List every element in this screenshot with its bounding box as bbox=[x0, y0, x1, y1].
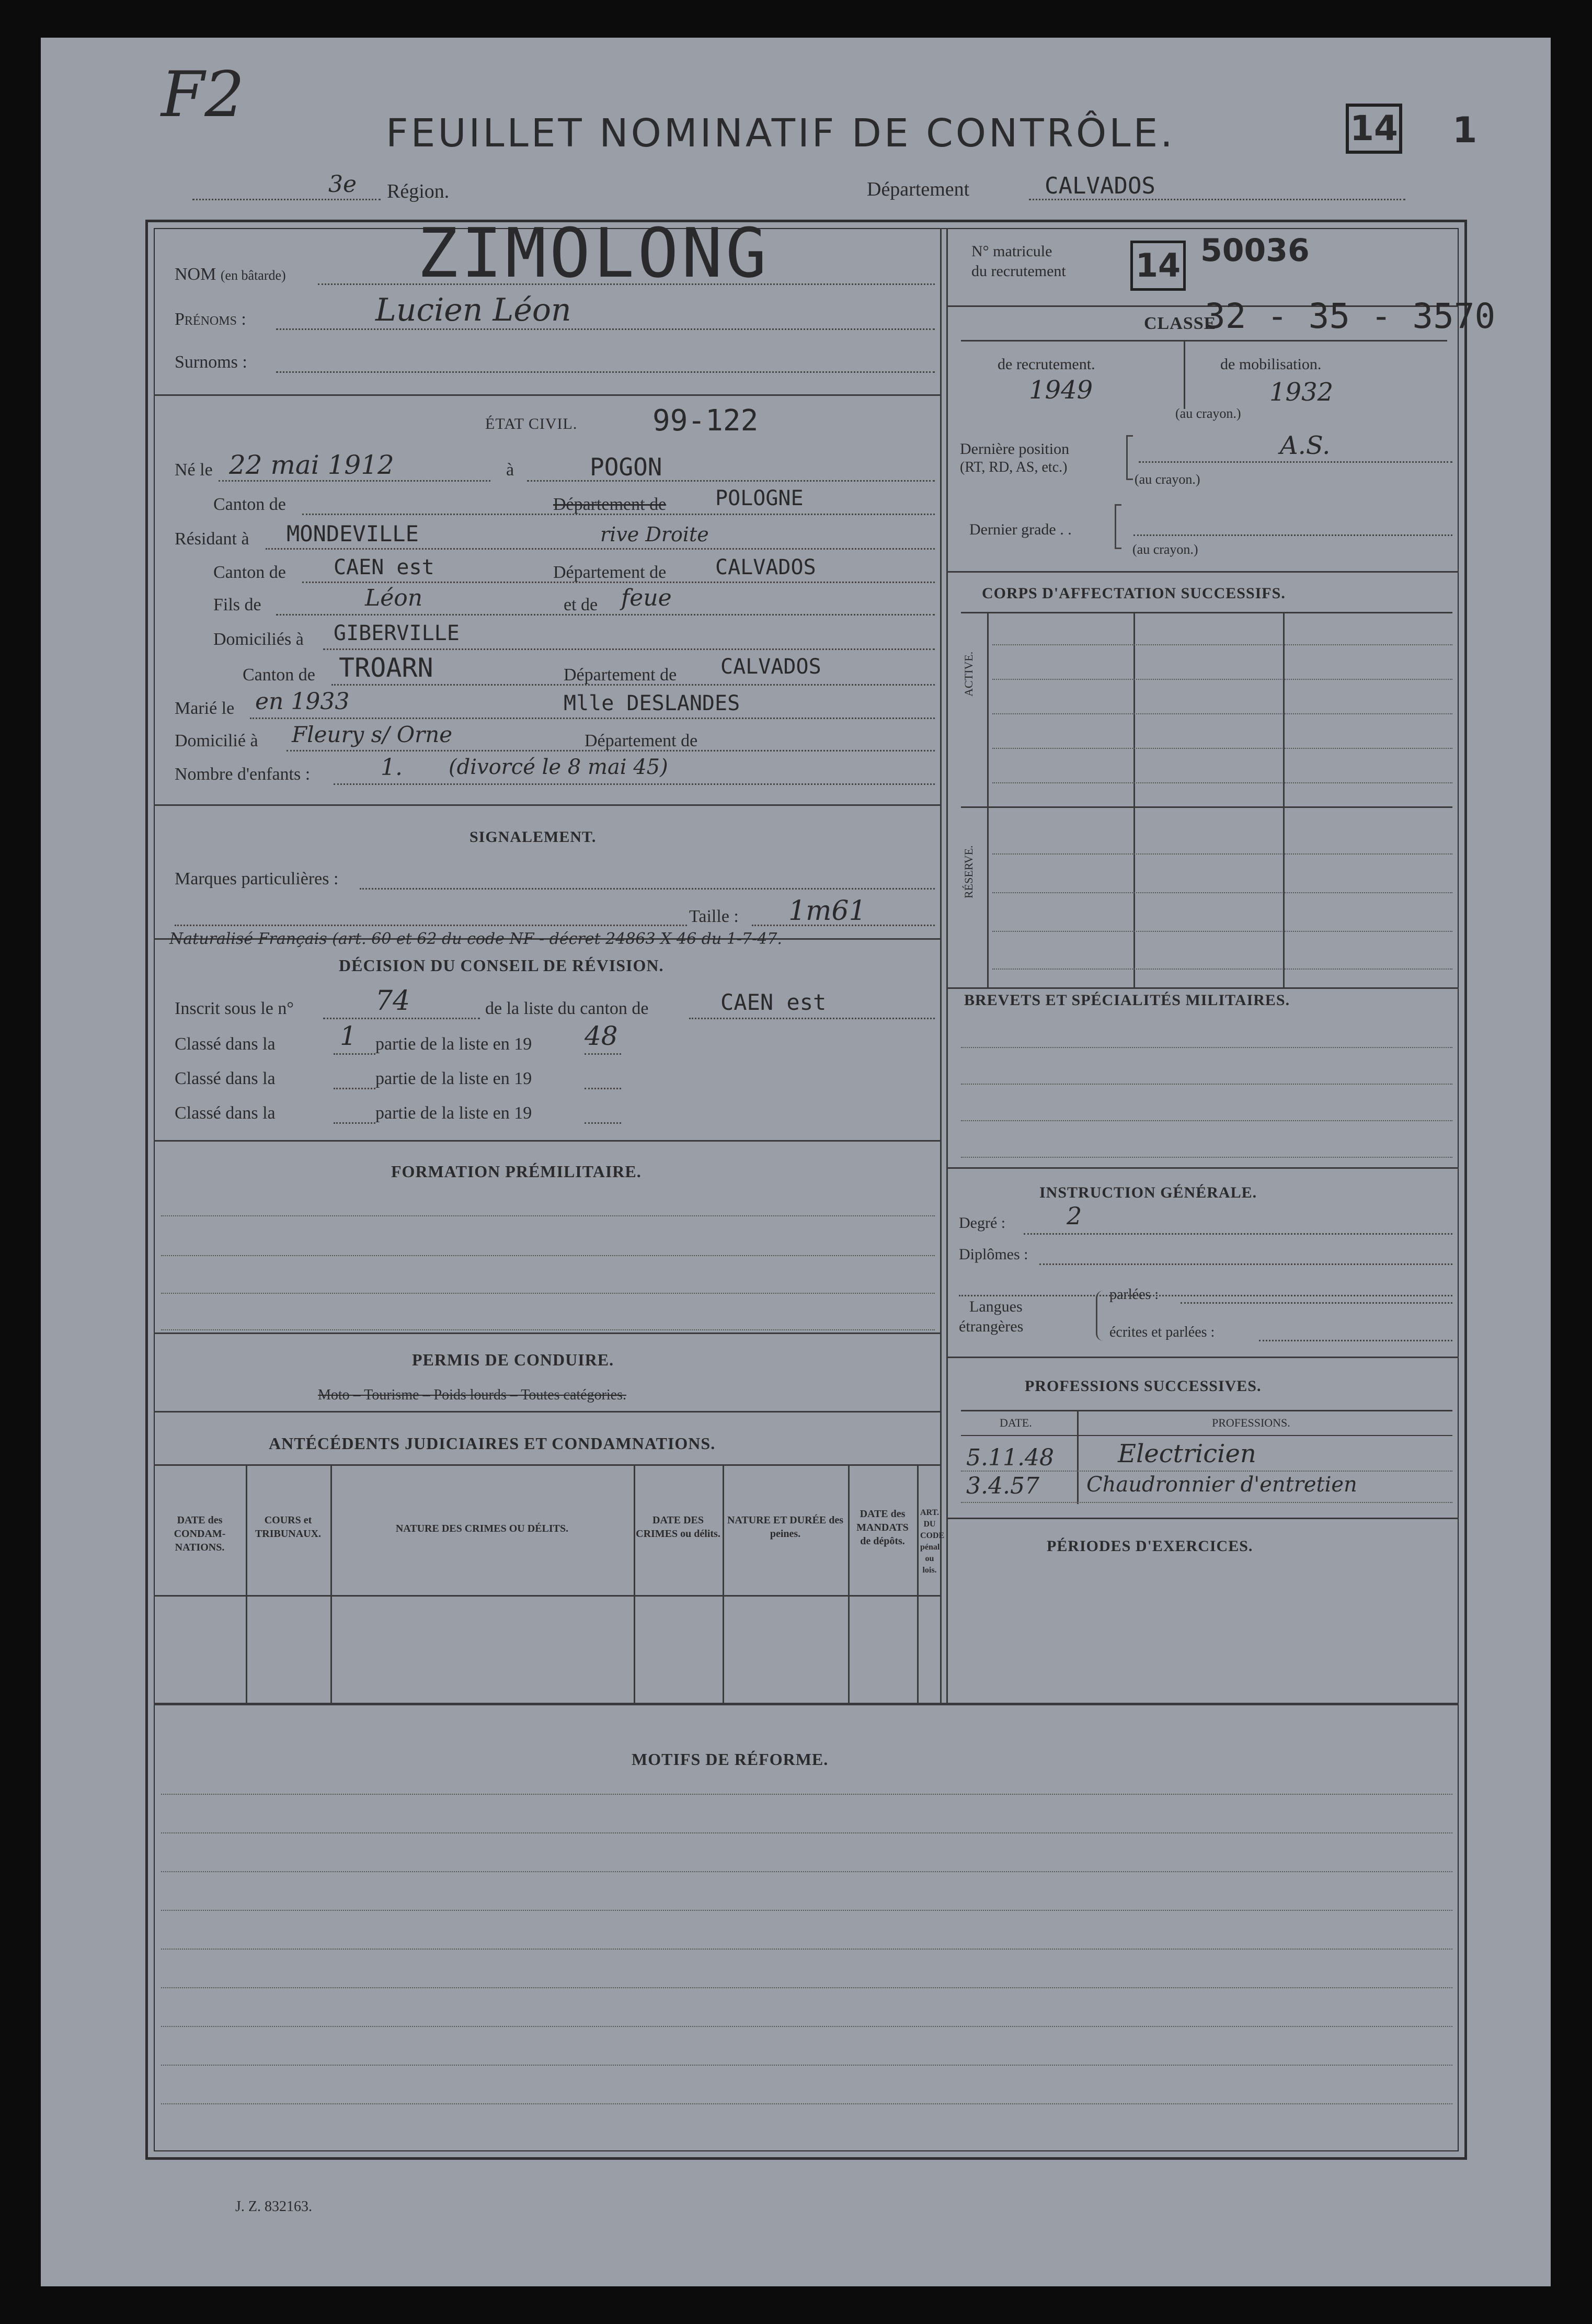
marie-avec: Mlle DESLANDES bbox=[564, 691, 740, 715]
ne-le-label: Né le bbox=[175, 460, 213, 480]
box-number-frame bbox=[1346, 104, 1402, 154]
taille-value: 1m61 bbox=[788, 895, 866, 927]
reserve-label: RÉSERVE. bbox=[962, 845, 975, 898]
classe1-year: 48 bbox=[585, 1021, 618, 1051]
professions-col: PROFESSIONS. bbox=[1212, 1416, 1290, 1429]
enfants-value: 1. bbox=[381, 754, 403, 781]
degre-value: 2 bbox=[1067, 1202, 1082, 1230]
formation-heading: FORMATION PRÉMILITAIRE. bbox=[391, 1162, 642, 1181]
brevets-heading: BREVETS ET SPÉCIALITÉS MILITAIRES. bbox=[964, 992, 1290, 1009]
form-title: FEUILLET NOMINATIF DE CONTRÔLE. bbox=[386, 111, 1175, 156]
pays-value: POLOGNE bbox=[715, 486, 804, 510]
region-label: Région. bbox=[387, 180, 450, 202]
ne-le-value: 22 mai 1912 bbox=[229, 450, 394, 480]
antecedents-col-4: DATE DES CRIMES ou délits. bbox=[636, 1514, 720, 1540]
box-number: 14 bbox=[1350, 108, 1398, 149]
marie-label: Marié le bbox=[175, 699, 235, 718]
region-value: 3e bbox=[328, 171, 357, 198]
matricule-box: 14 bbox=[1135, 246, 1181, 284]
a-value: POGON bbox=[590, 453, 662, 481]
classe1-partie: 1 bbox=[340, 1021, 357, 1051]
corner-note: F2 bbox=[161, 59, 245, 131]
ecrites-label: écrites et parlées : bbox=[1109, 1324, 1215, 1340]
classe1-label: Classé dans la bbox=[175, 1034, 276, 1054]
domicilie-label: Domicilié à bbox=[175, 731, 258, 750]
degre-label: Degré : bbox=[959, 1214, 1006, 1232]
departement-label: Département bbox=[867, 178, 970, 200]
marie-value: en 1933 bbox=[255, 688, 350, 715]
matricule-box-frame bbox=[1130, 241, 1186, 291]
nom-label: NOM (en bâtarde) bbox=[175, 265, 286, 284]
decision-heading: DÉCISION DU CONSEIL DE RÉVISION. bbox=[339, 956, 664, 975]
dept2-label: Département de bbox=[553, 563, 667, 582]
resident-label: Résidant à bbox=[175, 529, 249, 549]
antecedents-col-3: NATURE DES CRIMES OU DÉLITS. bbox=[395, 1523, 569, 1534]
liste-label: de la liste du canton de bbox=[485, 999, 649, 1018]
recrutement-label: de recrutement. bbox=[998, 356, 1095, 373]
matricule-label-1: N° matricule bbox=[971, 243, 1052, 260]
dernier-grade-label: Dernier grade . . bbox=[969, 521, 1072, 538]
dept3-value: CALVADOS bbox=[720, 655, 821, 679]
permis-heading: PERMIS DE CONDUIRE. bbox=[412, 1350, 614, 1369]
marques-label: Marques particulières : bbox=[175, 869, 339, 888]
form-sheet bbox=[41, 38, 1551, 2286]
canton3-label: Canton de bbox=[243, 665, 315, 685]
recrutement-value: 1949 bbox=[1029, 375, 1093, 405]
dept3-label: Département de bbox=[564, 665, 677, 685]
et-de-label: et de bbox=[564, 595, 598, 614]
classe3-suffix: partie de la liste en 19 bbox=[375, 1103, 532, 1123]
professions-heading: PROFESSIONS SUCCESSIVES. bbox=[1025, 1377, 1262, 1395]
prof-date-2: 3.4.57 bbox=[966, 1473, 1039, 1499]
taille-label: Taille : bbox=[689, 907, 739, 926]
printer-ref: J. Z. 832163. bbox=[235, 2198, 312, 2215]
naturalise-note: Naturalisé Français (art. 60 et 62 du code NF - décret 24863 X 46 du 1-7-47. bbox=[169, 930, 782, 948]
derniere-position-label: Dernière position bbox=[960, 440, 1070, 458]
classe3-label: Classé dans la bbox=[175, 1103, 276, 1123]
a-label: à bbox=[506, 460, 514, 480]
antecedents-heading: ANTÉCÉDENTS JUDICIAIRES ET CONDAMNATIONS. bbox=[269, 1434, 716, 1453]
langues-label-1: Langues bbox=[969, 1298, 1023, 1315]
au-crayon-2: (au crayon.) bbox=[1135, 472, 1200, 487]
departement-value: CALVADOS bbox=[1045, 173, 1155, 199]
antecedents-col-5: NATURE ET DURÉE des peines. bbox=[727, 1514, 844, 1540]
prof-date-1: 5.11.48 bbox=[966, 1444, 1054, 1471]
matricule-value: 50036 bbox=[1200, 232, 1310, 269]
domicilies-label: Domiciliés à bbox=[213, 630, 304, 649]
derniere-position-value: A.S. bbox=[1280, 431, 1331, 460]
canton-de-label: Canton de bbox=[213, 495, 286, 514]
signalement-heading: SIGNALEMENT. bbox=[469, 828, 597, 846]
departement-de-struck: Département de bbox=[553, 495, 667, 514]
inscrit-label: Inscrit sous le n° bbox=[175, 999, 294, 1018]
nom-value: ZIMOLONG bbox=[417, 213, 770, 293]
canton2-value: CAEN est bbox=[334, 555, 434, 579]
dept4-label: Département de bbox=[585, 731, 698, 750]
permis-categories: Moto – Tourisme – Poids lourds – Toutes catégories. bbox=[318, 1387, 627, 1403]
date-col: DATE. bbox=[1000, 1416, 1032, 1429]
antecedents-col-2: COURS et TRIBUNAUX. bbox=[255, 1514, 322, 1540]
resident-note: rive Droite bbox=[600, 523, 709, 546]
et-de-value: feue bbox=[621, 585, 672, 611]
etat-civil-ref: 99-122 bbox=[652, 404, 759, 438]
fils-de-label: Fils de bbox=[213, 595, 261, 614]
matricule-label-2: du recrutement bbox=[971, 263, 1066, 280]
prenoms-value: Lucien Léon bbox=[375, 292, 571, 328]
diplomes-label: Diplômes : bbox=[959, 1246, 1028, 1263]
au-crayon-3: (au crayon.) bbox=[1132, 542, 1198, 557]
domicilie-value: Fleury s/ Orne bbox=[292, 722, 453, 747]
instruction-heading: INSTRUCTION GÉNÉRALE. bbox=[1039, 1184, 1257, 1201]
antecedents-col-6: DATE des MANDATS de dépôts. bbox=[856, 1508, 909, 1547]
prof-name-2: Chaudronnier d'entretien bbox=[1086, 1473, 1357, 1497]
prof-name-1: Electricien bbox=[1118, 1439, 1256, 1468]
enfants-label: Nombre d'enfants : bbox=[175, 765, 311, 784]
corps-heading: CORPS D'AFFECTATION SUCCESSIFS. bbox=[982, 585, 1286, 602]
classe-label: CLASSE bbox=[1144, 314, 1217, 333]
prenoms-label: Prénoms : bbox=[175, 310, 246, 329]
mobilisation-value: 1932 bbox=[1269, 378, 1334, 407]
antecedents-col-1: DATE des CONDAM-NATIONS. bbox=[174, 1514, 226, 1553]
surnoms-label: Surnoms : bbox=[175, 352, 247, 372]
classe-value: 32 - 35 - 3570 bbox=[1205, 296, 1496, 336]
resident-value: MONDEVILLE bbox=[287, 521, 419, 546]
classe2-label: Classé dans la bbox=[175, 1069, 276, 1088]
parlees-label: parlées : bbox=[1109, 1286, 1159, 1303]
langues-label-2: étrangères bbox=[959, 1318, 1024, 1335]
canton2-label: Canton de bbox=[213, 563, 286, 582]
etat-civil-heading: ÉTAT CIVIL. bbox=[485, 415, 578, 432]
classe1-suffix: partie de la liste en 19 bbox=[375, 1034, 532, 1054]
reforme-heading: MOTIFS DE RÉFORME. bbox=[632, 1750, 829, 1769]
canton3-value: TROARN bbox=[339, 653, 433, 683]
mobilisation-label: de mobilisation. bbox=[1220, 356, 1322, 373]
au-crayon-1: (au crayon.) bbox=[1175, 406, 1241, 421]
enfants-note: (divorcé le 8 mai 45) bbox=[449, 755, 668, 779]
antecedents-col-7: ART. DU CODE pénal ou lois. bbox=[920, 1508, 945, 1575]
dept2-value: CALVADOS bbox=[715, 555, 816, 579]
periodes-heading: PÉRIODES D'EXERCICES. bbox=[1047, 1537, 1253, 1555]
active-label: ACTIVE. bbox=[962, 651, 975, 697]
derniere-position-sub: (RT, RD, AS, etc.) bbox=[960, 459, 1068, 475]
fils-de-value: Léon bbox=[365, 585, 423, 611]
inscrit-value: 74 bbox=[375, 985, 410, 1017]
classe2-suffix: partie de la liste en 19 bbox=[375, 1069, 532, 1088]
page-number: 1 bbox=[1452, 110, 1478, 151]
liste-value: CAEN est bbox=[720, 989, 827, 1015]
domicilies-value: GIBERVILLE bbox=[334, 621, 460, 645]
